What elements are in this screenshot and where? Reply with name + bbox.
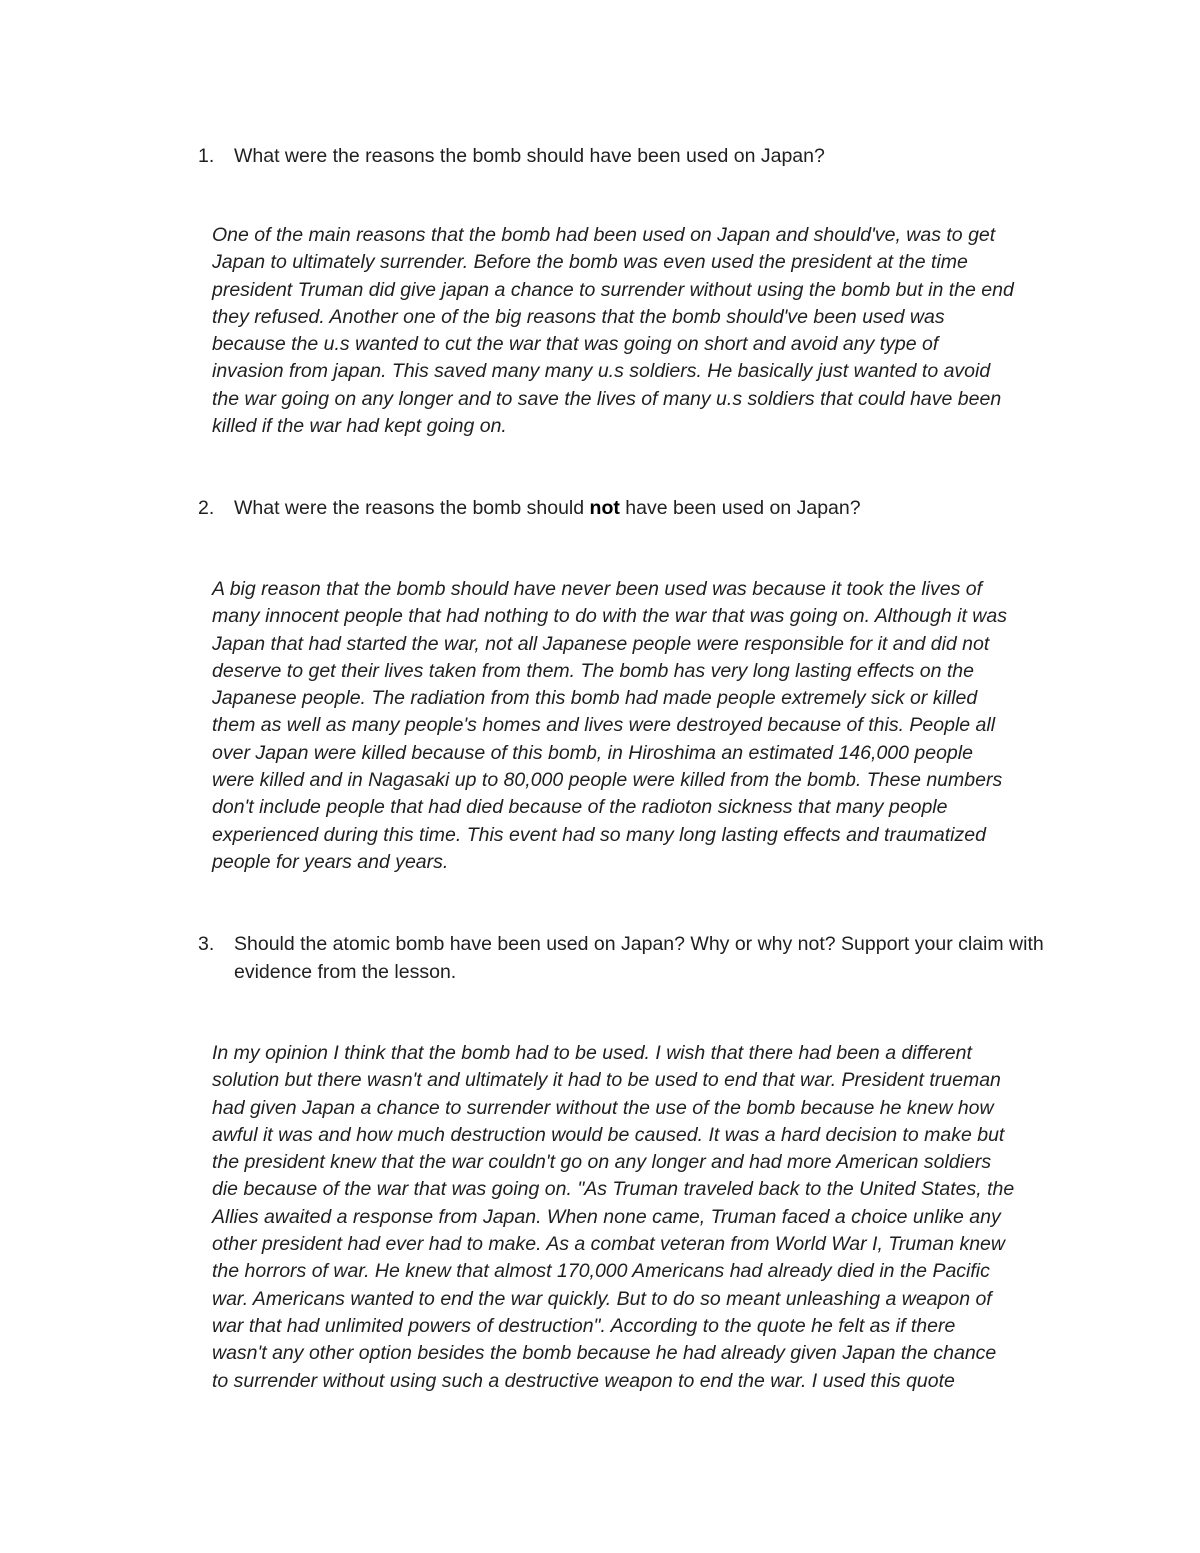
question-text: [234, 142, 1078, 170]
answer-line: awful it was and how much destruction would be caused. It was a hard decision to make but: [212, 1123, 1005, 1146]
answer-line: experienced during this time. This event had so many long lasting effects and traumatized: [212, 823, 986, 846]
answer-line: Japanese people. The radiation from this bomb had made people extremely sick or killed: [212, 687, 978, 710]
answer-line: In my opinion I think that the bomb had to be used. I wish that there had been a different: [212, 1042, 972, 1064]
question-1: [198, 142, 1078, 170]
answer-line: Japan that had started the war, not all Japanese people were responsible for it and did not: [212, 632, 990, 655]
answer-line: A big reason that the bomb should have never been used was because it took the lives of: [212, 578, 983, 600]
answer-line: president Truman did give japan a chance to surrender without using the bomb but in the end: [212, 278, 1014, 301]
answer-line: the president knew that the war couldn't go on any longer and had more American soldiers: [212, 1151, 992, 1174]
answer-line: Japan to ultimately surrender. Before the bomb was even used the president at the time: [212, 251, 968, 274]
question-text-end: have been used on Japan?: [619, 497, 861, 519]
answer-line: killed if the war had kept going on.: [212, 415, 507, 438]
question-text-start: What were the reasons the bomb should have been used on Japan?: [234, 145, 825, 167]
question-number: 3.: [198, 933, 215, 955]
answer-line: solution but there wasn't and ultimately it had to be used to end that war. President trueman: [212, 1069, 1001, 1092]
question-text: [234, 930, 1078, 986]
answer-line: die because of the war that was going on. "As Truman traveled back to the United States, the: [212, 1178, 1015, 1201]
answer-line: people for years and years.: [212, 850, 449, 873]
question-number: 1.: [198, 145, 215, 167]
answer-3: [212, 1040, 1072, 1395]
answer-line: wasn't any other option besides the bomb because he had already given Japan the chance: [212, 1342, 997, 1365]
answer-line: because the u.s wanted to cut the war that was going on short and avoid any type of: [212, 333, 939, 356]
answer-line: many innocent people that had nothing to do with the war that was going on. Although it was: [212, 605, 1007, 628]
question-number: 2.: [198, 497, 215, 519]
answer-line: Allies awaited a response from Japan. When none came, Truman faced a choice unlike any: [212, 1205, 1001, 1228]
answer-line: war that had unlimited powers of destruction". According to the quote he felt as if there: [212, 1314, 956, 1337]
question-text: [234, 494, 1078, 522]
answer-line: were killed and in Nagasaki up to 80,000 people were killed from the bomb. These numbers: [212, 769, 1003, 792]
answer-1: [212, 222, 1072, 440]
question-text-start: Should the atomic bomb have been used on Japan? Why or why not? Support your claim with evidence from the lesson.: [234, 933, 1044, 983]
question-text-bold: not: [589, 497, 620, 519]
answer-line: other president had ever had to make. As a combat veteran from World War I, Truman knew: [212, 1233, 1005, 1256]
answer-line: war. Americans wanted to end the war quickly. But to do so meant unleashing a weapon of: [212, 1287, 992, 1310]
answer-line: invasion from japan. This saved many many u.s soldiers. He basically just wanted to avoid: [212, 360, 991, 383]
answer-line: over Japan were killed because of this bomb, in Hiroshima an estimated 146,000 people: [212, 741, 973, 764]
answer-line: had given Japan a chance to surrender without the use of the bomb because he knew how: [212, 1096, 994, 1119]
answer-2: [212, 576, 1072, 876]
answer-line: to surrender without using such a destructive weapon to end the war. I used this quote: [212, 1369, 955, 1392]
answer-line: deserve to get their lives taken from them. The bomb has very long lasting effects on the: [212, 659, 974, 682]
answer-line: the horrors of war. He knew that almost 170,000 Americans had already died in the Pacific: [212, 1260, 990, 1283]
question-2: [198, 494, 1078, 522]
question-text-start: What were the reasons the bomb should: [234, 497, 590, 519]
question-3: [198, 930, 1078, 986]
answer-line: don't include people that had died because of the radioton sickness that many people: [212, 796, 948, 819]
answer-line: One of the main reasons that the bomb had been used on Japan and should've, was to get: [212, 224, 996, 246]
answer-line: them as well as many people's homes and lives were destroyed because of this. People all: [212, 714, 996, 737]
answer-line: they refused. Another one of the big reasons that the bomb should've been used was: [212, 305, 945, 328]
answer-line: the war going on any longer and to save the lives of many u.s soldiers that could have been: [212, 387, 1002, 410]
